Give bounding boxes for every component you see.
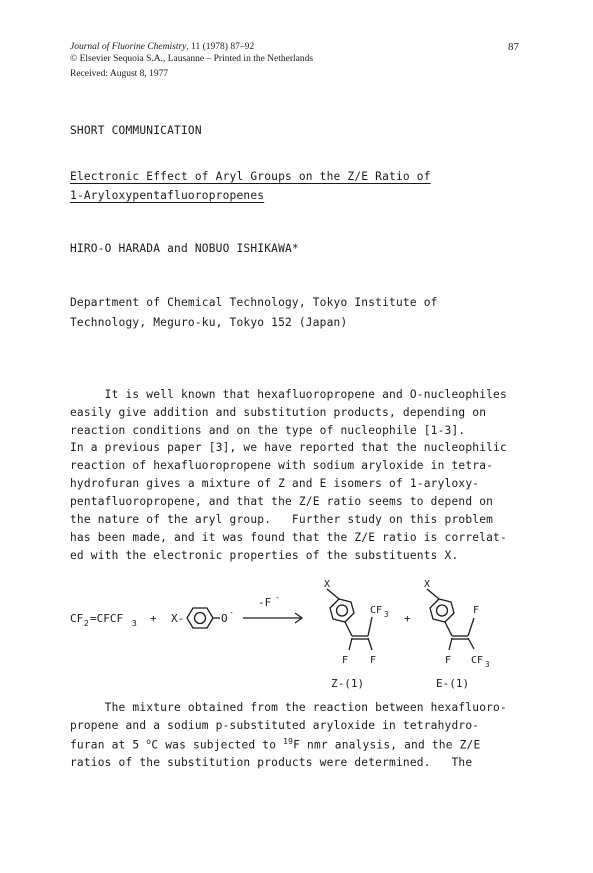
reactant-subscript-3: 3: [132, 619, 137, 628]
title-line-2: 1-Aryloxypentafluoropropenes: [70, 189, 265, 202]
section-label: SHORT COMMUNICATION: [70, 124, 202, 137]
reactant-subscript-2: 2: [84, 619, 89, 628]
paragraph-line: the nature of the aryl group. Further study on this problem: [70, 513, 494, 526]
e-isomer-label: E-(1): [436, 677, 470, 690]
z-isomer-cf3: CF: [370, 605, 383, 616]
e-isomer-cf3-subscript: 3: [485, 660, 490, 669]
journal-citation: [70, 41, 254, 53]
paragraph-line: ratios of the substitution products were determined. The: [70, 756, 473, 769]
affiliation-line-2: Technology, Meguro-ku, Tokyo 152 (Japan): [70, 316, 348, 329]
reactant-cfcf: =CFCF: [90, 612, 124, 625]
e-isomer-f-top: F: [473, 605, 480, 616]
degree-superscript: o: [146, 737, 152, 746]
reactant-cf2: CF: [70, 612, 84, 625]
e-isomer-cf3: CF: [471, 655, 484, 666]
authors: HIRO-O HARADA and NOBUO ISHIKAWA*: [70, 242, 299, 255]
paragraph-line: reaction conditions and on the type of nucleophile [1-3].: [70, 424, 466, 437]
journal-name: Journal of Fluorine Chemistry: [70, 42, 187, 52]
reaction-arrow: [243, 613, 302, 623]
aryloxide-charge: -: [229, 608, 234, 617]
text-segment: F nmr analysis, and the Z/E: [293, 738, 481, 752]
paragraph-line: The mixture obtained from the reaction between hexafluoro-: [70, 701, 507, 714]
aryloxide-x: X-: [171, 612, 185, 625]
paragraph-line: has been made, and it was found that the Z/E ratio is correlat-: [70, 531, 507, 544]
paragraph-line: propene and a sodium p-substituted aryloxide in tetrahydro-: [70, 719, 480, 732]
paragraph-line: It is well known that hexafluoropropene and O-nucleophiles: [70, 388, 507, 401]
received-date: Received: August 8, 1977: [70, 69, 169, 79]
plus-sign-1: +: [150, 612, 157, 625]
isotope-superscript: 19: [283, 737, 294, 746]
z-isomer-label: Z-(1): [331, 677, 365, 690]
paragraph-line: In a previous paper [3], we have reported that the nucleophilic: [70, 441, 507, 454]
title-line-1: Electronic Effect of Aryl Groups on the Z/E Ratio of: [70, 170, 431, 183]
aryloxide-benzene-ring: [187, 608, 220, 628]
z-isomer-f-left: F: [342, 655, 349, 666]
aryloxide-oxygen: O: [221, 612, 228, 625]
affiliation-line-1: Department of Chemical Technology, Tokyo Institute of: [70, 296, 438, 309]
plus-sign-2: +: [404, 612, 411, 625]
publisher-line: © Elsevier Sequoia S.A., Lausanne – Printed in the Netherlands: [70, 54, 314, 64]
journal-reference: , 11 (1978) 87–92: [186, 42, 255, 52]
text-segment: furan at 5: [70, 738, 147, 752]
paragraph-line: hydrofuran gives a mixture of Z and E isomers of 1-aryloxy-: [70, 477, 480, 490]
reaction-scheme: [0, 572, 593, 692]
z-isomer-structure: [327, 589, 372, 650]
z-isomer-cf3-subscript: 3: [384, 610, 389, 619]
e-isomer-f-bottom: F: [445, 655, 452, 666]
text-segment: C was subjected to: [151, 738, 284, 752]
paragraph-line: ed with the electronic properties of the substituents X.: [70, 549, 459, 562]
paragraph-line: pentafluoropropene, and that the Z/E ratio seems to depend on: [70, 495, 494, 508]
arrow-label: -F: [258, 596, 272, 609]
paragraph-line: reaction of hexafluoropropene with sodium aryloxide in tetra-: [70, 459, 494, 472]
z-isomer-x: X: [324, 579, 331, 590]
paragraph-line-with-superscripts: [70, 737, 480, 752]
paragraph-line: easily give addition and substitution products, depending on: [70, 406, 487, 419]
e-isomer-structure: [427, 589, 474, 650]
z-isomer-f-right: F: [370, 655, 377, 666]
e-isomer-x: X: [424, 579, 431, 590]
arrow-label-charge: -: [275, 593, 280, 602]
page-number: 87: [508, 41, 519, 53]
